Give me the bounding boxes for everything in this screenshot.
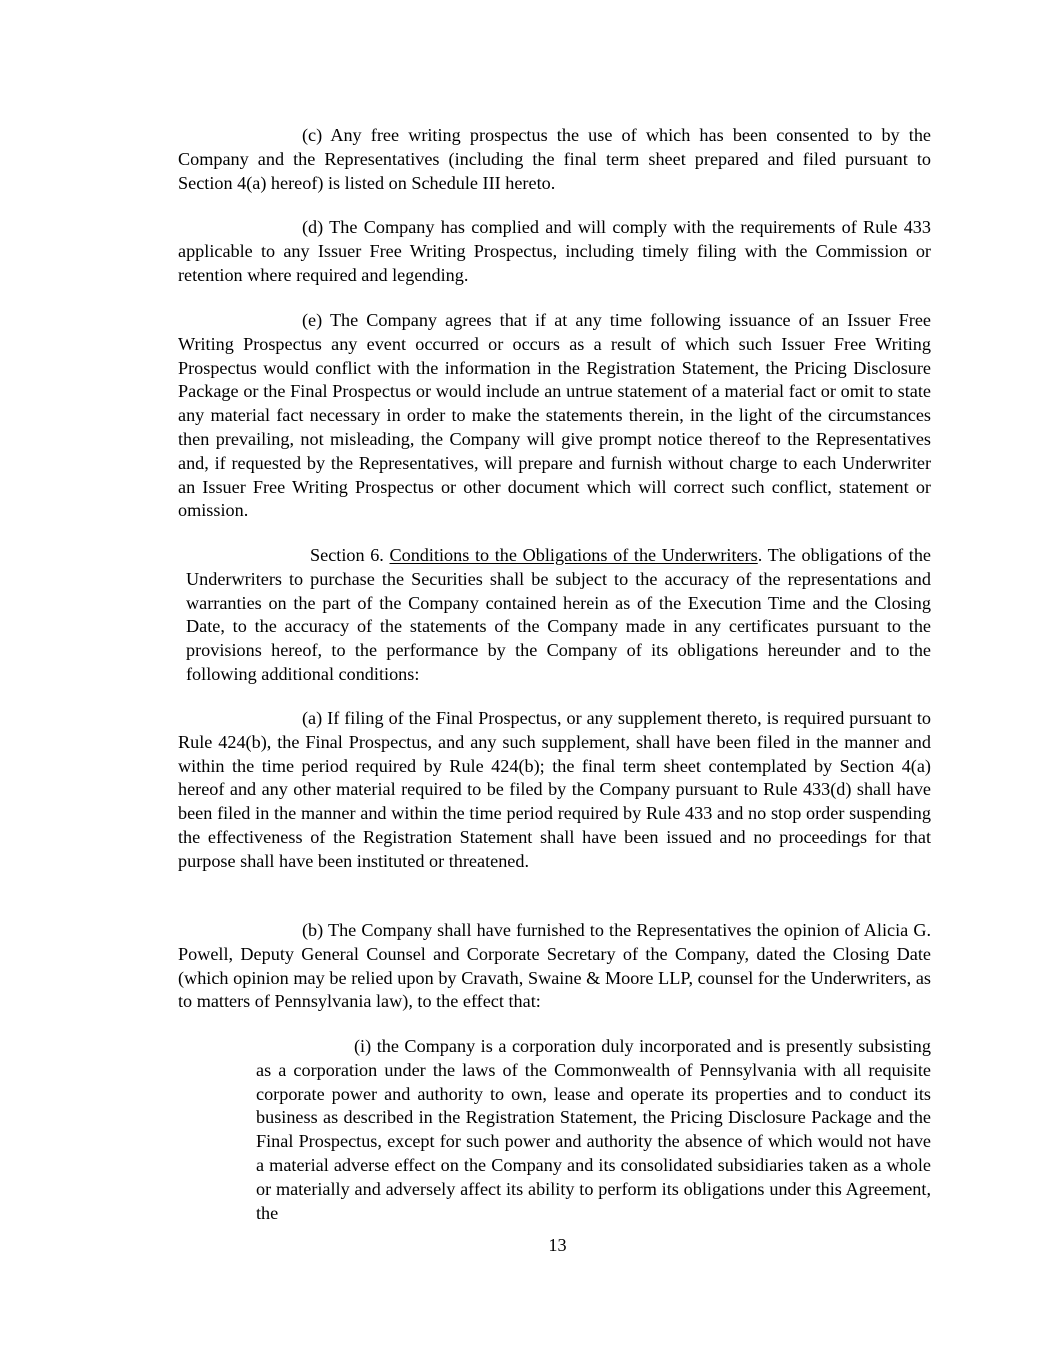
section-6-lead: Section 6. — [310, 545, 390, 565]
paragraph-c — [178, 124, 931, 195]
section-6-paragraph — [186, 544, 931, 687]
paragraph-b-text: (b) The Company shall have furnished to the Representatives the opinion of Alicia G. Powell, Deputy General Counsel and Corporate Secretary of the Company, dated the Closing Date (which opinion may be relied upon by Cravath, Swaine & Moore LLP, counsel for the Underwriters, as to matters of Pennsylvania law), to the effect that: — [178, 920, 931, 1012]
paragraph-e-text: (e) The Company agrees that if at any time following issuance of an Issuer Free Writing Prospectus any event occurred or occurs as a result of which such Issuer Free Writing Prospectus would conflict with the information in the Registration Statement, the Pricing Disclosure Package or the Final Prospectus or would include an untrue statement of a material fact or omit to state any material fact necessary in order to make the statements therein, in the light of the circumstances then prevailing, not misleading, the Company will give prompt notice thereof to the Representatives and, if requested by the Representatives, will prepare and furnish without charge to each Underwriter an Issuer Free Writing Prospectus or other document which will correct such conflict, statement or omission. — [178, 310, 931, 521]
subparagraph-i — [256, 1035, 931, 1225]
paragraph-d — [178, 216, 931, 287]
paragraph-a-text: (a) If filing of the Final Prospectus, or any supplement thereto, is required pursuant to Rule 424(b), the Final Prospectus, and any such supplement, shall have been filed in the manner and within the time period required by Rule 424(b); the final term sheet contemplated by Section 4(a) hereof and any other material required to be filed by the Company pursuant to Rule 433(d) shall have been filed in the manner and within the time period required by Rule 433 and no stop order suspending the effectiveness of the Registration Statement shall have been issued and no proceedings for that purpose shall have been instituted or threatened. — [178, 708, 931, 871]
paragraph-d-text: (d) The Company has complied and will comply with the requirements of Rule 433 applicable to any Issuer Free Writing Prospectus, including timely filing with the Commission or retention where required and legending. — [178, 217, 931, 285]
section-6-heading: Conditions to the Obligations of the Underwriters — [389, 545, 758, 565]
subparagraph-i-text: (i) the Company is a corporation duly incorporated and is presently subsisting as a corporation under the laws of the Commonwealth of Pennsylvania with all requisite corporate power and authority to own, lease and operate its properties and to conduct its business as described in the Registration Statement, the Pricing Disclosure Package and the Final Prospectus, except for such power and authority the absence of which would not have a material adverse effect on the Company and its consolidated subsidiaries taken as a whole or materially and adversely affect its ability to perform its obligations under this Agreement, the — [256, 1036, 931, 1223]
paragraph-a — [178, 707, 931, 874]
section-6-text: . The obligations of the Underwriters to purchase the Securities shall be subject to the accuracy of the representations and warranties on the part of the Company contained herein as of the Execution Time and the Closing Date, to the accuracy of the statements of the Company made in any certificates pursuant to the provisions hereof, to the performance by the Company of its obligations hereunder and to the following additional conditions: — [186, 545, 931, 684]
page-number: 13 — [548, 1235, 567, 1255]
paragraph-c-text: (c) Any free writing prospectus the use of which has been consented to by the Company and the Representatives (including the final term sheet prepared and filed pursuant to Section 4(a) hereof) is listed on Schedule III hereto. — [178, 125, 931, 193]
paragraph-e — [178, 309, 931, 523]
paragraph-b — [178, 919, 931, 1014]
